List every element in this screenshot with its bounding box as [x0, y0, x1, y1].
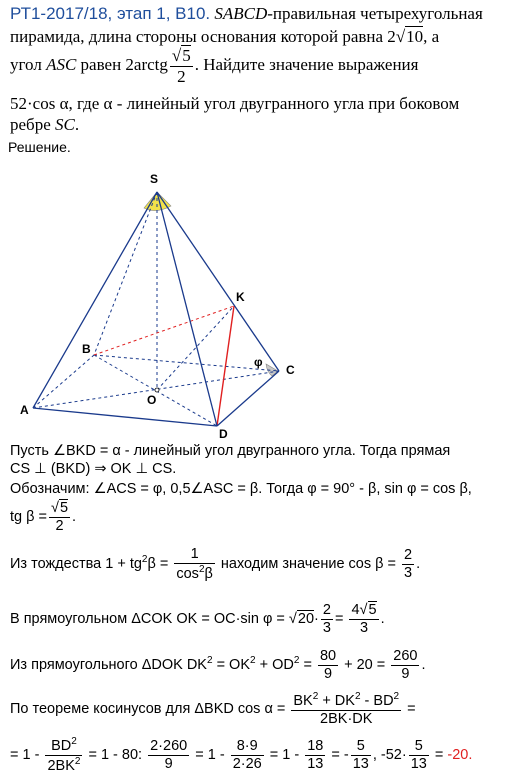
problem-line-3-mid: равен 2arctg [76, 54, 168, 74]
step-4-text: находим значение cos β = [220, 555, 396, 572]
step-5: В прямоугольном ΔCOK OK = OC·sin φ = √20· $\frac{2}{3}$ = $\frac{4√5}{3}$ . [10, 602, 385, 636]
sqrt-10: 10 [406, 27, 424, 46]
step-8-frac-3 [231, 738, 264, 772]
step-8-frac-5-den: 13 [352, 755, 369, 772]
tg-beta-den: 2 [55, 517, 64, 534]
identity-fraction: $\frac{1}{\cos^2\beta}$ [176, 546, 213, 582]
step-1b: CS ⊥ (BKD) ⇒ OK ⊥ CS. [10, 461, 177, 477]
fraction-sqrt5-over-2: $\frac{√5}{2}$ [171, 46, 191, 86]
frac-num: 5 [182, 46, 191, 65]
problem-line-2-text: пирамида, длина стороны основания которой равна 2 [10, 27, 396, 46]
label-d: D [219, 427, 228, 440]
final-answer: -20. [447, 746, 473, 763]
step-8-f: , -52· [372, 746, 407, 763]
step-8-a: = 1 - [10, 746, 40, 763]
label-phi: φ [254, 355, 263, 369]
tg-beta-num: 5 [59, 500, 69, 516]
step-8-frac-6-den: 13 [410, 755, 427, 772]
segment-bk-red [94, 306, 234, 355]
problem-line-5-prefix: ребре [10, 115, 55, 134]
step-6-frac-2 [391, 648, 419, 682]
step-8-frac-4-den: 13 [307, 755, 324, 772]
tg-beta-fraction: $\frac{√5}{2}$ [50, 500, 69, 534]
label-b: B [82, 342, 91, 356]
step-8-e: = - [331, 746, 349, 763]
step-5-frac-1-den: 3 [322, 619, 331, 636]
step-5-frac-2-den: 3 [359, 619, 369, 636]
step-8-d: = 1 - [269, 746, 300, 763]
step-6-mid: = OK [216, 657, 251, 673]
label-s: S [150, 172, 159, 186]
angle-asc: ASC [46, 54, 77, 74]
edge-sd [157, 192, 217, 426]
identity-den: cos [176, 565, 199, 582]
problem-line-3-prefix: угол [10, 54, 47, 74]
step-6-frac-2-num: 260 [393, 648, 418, 664]
step-5-frac-2-num: 4 [351, 602, 360, 618]
cos-beta-num: 2 [404, 546, 413, 563]
step-1a: Пусть ∠BKD = α - линейный угол двугранного угла. Тогда прямая [10, 443, 451, 459]
problem-line-3-end: . Найдите значение выражения [194, 54, 419, 74]
step-3-prefix: tg β = [10, 509, 47, 525]
step-4-mid: β = [147, 555, 169, 572]
step-8-g: = [434, 746, 444, 763]
step-5-frac-2: $\frac{4√5}{3}$ [351, 602, 377, 636]
step-6-frac-2-den: 9 [401, 665, 410, 682]
step-8-c: = 1 - [195, 746, 225, 763]
edge-sb-hidden [94, 192, 157, 355]
cos-beta-fraction [402, 547, 414, 581]
problem-line-3 [10, 46, 418, 86]
sqrt-20: 20 [297, 611, 315, 627]
frac-den: 2 [177, 66, 186, 86]
edge-sc: SC [55, 115, 75, 134]
edge-ab-hidden [33, 355, 94, 408]
step-5-frac-1 [321, 602, 333, 636]
step-5-prefix: В прямоугольном ΔCOK OK = OC·sin φ = [10, 611, 285, 627]
problem-line-5-end: . [74, 115, 80, 134]
step-8-frac-2-den: 9 [164, 755, 173, 772]
point-o [155, 388, 159, 392]
label-c: C [286, 363, 295, 377]
step-5-frac-1-num: 2 [322, 602, 331, 618]
step-8-frac-1: $\frac{BD^2}{2BK^2}$ [47, 736, 81, 774]
cos-law-den: 2BK·DK [320, 710, 373, 727]
step-8-frac-4 [305, 738, 325, 772]
step-6-plus: + 20 = [344, 657, 386, 673]
label-k: K [236, 290, 245, 304]
step-8-frac-5-num: 5 [351, 738, 371, 756]
step-3: tg β = $\frac{√5}{2}$ . [10, 500, 77, 534]
problem-line-2: пирамида, длина стороны основания которой равна 2√10, а [10, 27, 440, 46]
step-8-frac-3-den: 2·26 [232, 755, 262, 772]
solution-label: Решение. [8, 139, 71, 155]
step-6-mid2: + OD [259, 657, 294, 673]
step-6-frac-1-num: 80 [319, 648, 337, 664]
cos-law-num-2: + DK [322, 692, 355, 709]
identity-num: 1 [174, 546, 214, 564]
problem-line-2-end: , а [423, 27, 440, 46]
edge-sa [33, 192, 157, 408]
step-8-frac-2 [148, 738, 189, 772]
cos-law-num-3: - BD [364, 692, 394, 709]
step-5-frac-2-sqrt: 5 [368, 602, 377, 618]
step-8 [10, 736, 472, 774]
step-7: По теореме косинусов для ΔBKD cos α = $\frac{BK^2 + DK^2 - BD^2}{2BK\cdot DK}$ = [10, 691, 416, 727]
edge-dc [217, 371, 279, 426]
edge-sc [157, 192, 279, 371]
edge-ad [33, 408, 217, 426]
cosine-law-fraction: $\frac{BK^2 + DK^2 - BD^2}{2BK\cdot DK}$ [293, 691, 400, 727]
step-4: Из тождества $1 + tg^2\beta$ = $\frac{1}{\cos^2\beta}$ находим значение cos β = $\frac{2}{3}$ . [10, 546, 421, 582]
label-o: O [147, 393, 157, 407]
cos-law-num-1: BK [293, 692, 313, 709]
step-8-frac-3-num: 8·9 [231, 738, 264, 756]
step-8-frac-5 [351, 738, 371, 772]
pyramid-name: SABCD [214, 4, 268, 23]
step-7-prefix: По теореме косинусов для ΔBKD cos α = [10, 700, 286, 717]
step-2: Обозначим: ∠ACS = φ, 0,5∠ASC = β. Тогда φ = 90° - β, sin φ = cos β, [10, 481, 472, 497]
step-6-frac-1-den: 9 [323, 665, 333, 682]
step-8-b: = 1 - 80: [88, 746, 143, 763]
problem-line-4 [10, 94, 459, 114]
problem-line-1-text: -правильная четырехугольная [267, 4, 483, 23]
pyramid-diagram [20, 168, 320, 440]
step-8-frac-4-num: 18 [307, 737, 324, 754]
step-6-prefix: Из прямоугольного ΔDOK DK [10, 657, 207, 673]
step-8-frac-1-num: BD [51, 737, 72, 754]
label-a: A [20, 403, 29, 417]
cos-beta-den: 3 [404, 564, 413, 581]
step-8-frac-6-num: 5 [409, 738, 429, 756]
problem-line-4-text: 52·cos α, где α - линейный угол двугранного угла при боковом [10, 94, 460, 113]
step-8-frac-6 [409, 738, 429, 772]
step-6-frac-1 [318, 648, 338, 682]
segment-ok-hidden [157, 306, 234, 390]
step-6: Из прямоугольного ΔDOK $DK^2 = OK^2 + OD^2$ = $\frac{80}{9}$ + 20 = $\frac{260}{9}$ . [10, 648, 426, 682]
step-4-prefix: Из тождества 1 + tg [10, 555, 142, 572]
problem-source: РТ1-2017/18, этап 1, В10. [10, 4, 211, 23]
problem-line-1 [10, 4, 483, 24]
problem-line-5 [10, 115, 79, 135]
step-8-frac-2-num: 2·260 [150, 737, 188, 754]
step-8-frac-1-den: 2BK [47, 757, 75, 774]
